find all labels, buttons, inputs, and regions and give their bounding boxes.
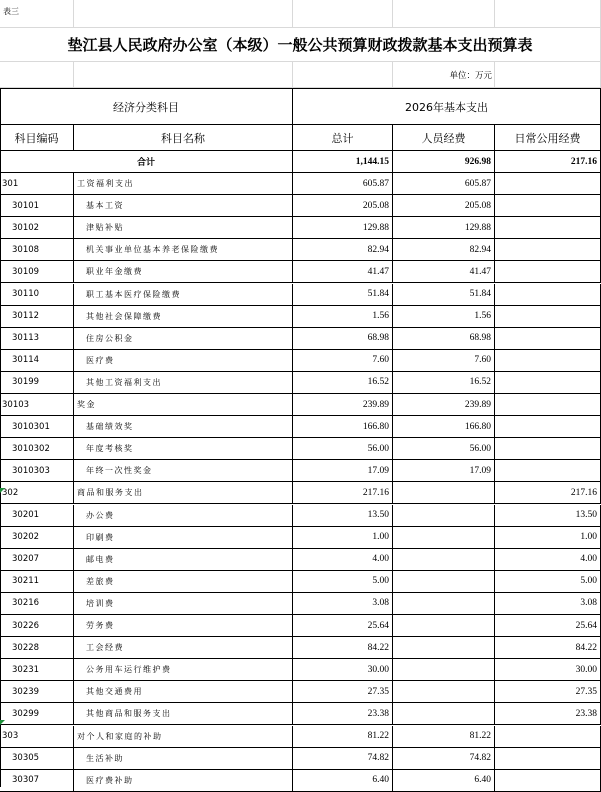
row-code: 30101	[0, 195, 74, 217]
row-name: 医疗费	[74, 350, 293, 372]
row-name: 医疗费补助	[74, 770, 293, 792]
row-total: 3.08	[293, 593, 393, 615]
row-public	[495, 460, 601, 482]
total-total: 1,144.15	[293, 151, 393, 173]
row-personnel: 605.87	[393, 173, 495, 195]
table-row	[0, 549, 601, 571]
col-total-header: 总计	[293, 125, 393, 151]
row-public	[495, 328, 601, 350]
row-code: 30113	[0, 328, 74, 350]
row-public: 25.64	[495, 615, 601, 637]
col-personnel-header: 人员经费	[393, 125, 495, 151]
header-group-left: 经济分类科目	[0, 89, 293, 125]
row-name: 办公费	[74, 505, 293, 527]
row-personnel	[393, 659, 495, 681]
row-code: 30299	[0, 703, 74, 725]
row-total: 1.00	[293, 527, 393, 549]
row-name: 差旅费	[74, 571, 293, 593]
row-public: 27.35	[495, 681, 601, 703]
row-code: 30109	[0, 261, 74, 283]
row-name: 职业年金缴费	[74, 261, 293, 283]
table-row	[0, 770, 601, 792]
row-personnel: 239.89	[393, 394, 495, 416]
table-row	[0, 615, 601, 637]
row-public: 23.38	[495, 703, 601, 725]
row-personnel: 74.82	[393, 748, 495, 770]
row-public	[495, 770, 601, 792]
row-public	[495, 416, 601, 438]
row-personnel: 7.60	[393, 350, 495, 372]
row-public	[495, 284, 601, 306]
row-code: 30201	[0, 505, 74, 527]
row-total: 5.00	[293, 571, 393, 593]
row-total: 74.82	[293, 748, 393, 770]
table-row	[0, 748, 601, 770]
row-code: 30207	[0, 549, 74, 571]
total-public: 217.16	[495, 151, 601, 173]
table-row	[0, 571, 601, 593]
row-name: 其他工资福利支出	[74, 372, 293, 394]
row-personnel: 17.09	[393, 460, 495, 482]
row-total: 25.64	[293, 615, 393, 637]
table-row	[0, 726, 601, 748]
table-row	[0, 394, 601, 416]
row-code: 30110	[0, 284, 74, 306]
row-code: 30102	[0, 217, 74, 239]
row-code: 30226	[0, 615, 74, 637]
row-public: 30.00	[495, 659, 601, 681]
row-name: 公务用车运行维护费	[74, 659, 293, 681]
row-personnel: 51.84	[393, 284, 495, 306]
row-total: 4.00	[293, 549, 393, 571]
row-name: 培训费	[74, 593, 293, 615]
table-row	[0, 239, 601, 261]
row-public	[495, 748, 601, 770]
row-code: 30216	[0, 593, 74, 615]
row-code: 3010302	[0, 438, 74, 460]
row-total: 68.98	[293, 328, 393, 350]
row-total: 16.52	[293, 372, 393, 394]
row-code: 30239	[0, 681, 74, 703]
table-row	[0, 328, 601, 350]
row-code: 301	[0, 173, 74, 195]
row-name: 机关事业单位基本养老保险缴费	[74, 239, 293, 261]
row-name: 基础绩效奖	[74, 416, 293, 438]
header-group-row	[0, 89, 601, 125]
row-total: 41.47	[293, 261, 393, 283]
row-name: 对个人和家庭的补助	[74, 726, 293, 748]
row-name: 工会经费	[74, 637, 293, 659]
row-name: 年度考核奖	[74, 438, 293, 460]
table-row	[0, 284, 601, 306]
col-public-header: 日常公用经费	[495, 125, 601, 151]
page-title: 垫江县人民政府办公室（本级）一般公共预算财政拨款基本支出预算表	[0, 28, 601, 62]
row-name: 职工基本医疗保险缴费	[74, 284, 293, 306]
row-public	[495, 306, 601, 328]
row-personnel: 205.08	[393, 195, 495, 217]
row-public	[495, 726, 601, 748]
row-total: 81.22	[293, 726, 393, 748]
row-public: 217.16	[495, 482, 601, 504]
row-total: 56.00	[293, 438, 393, 460]
row-total: 82.94	[293, 239, 393, 261]
error-indicator-icon	[0, 488, 5, 493]
table-row	[0, 482, 601, 504]
row-public	[495, 438, 601, 460]
row-public: 4.00	[495, 549, 601, 571]
row-name: 工资福利支出	[74, 173, 293, 195]
row-personnel	[393, 571, 495, 593]
table-row	[0, 306, 601, 328]
row-public: 5.00	[495, 571, 601, 593]
row-public	[495, 239, 601, 261]
row-public	[495, 217, 601, 239]
row-code: 302	[0, 482, 74, 504]
row-name: 住房公积金	[74, 328, 293, 350]
row-code: 3010303	[0, 460, 74, 482]
row-code: 30211	[0, 571, 74, 593]
total-personnel: 926.98	[393, 151, 495, 173]
row-public	[495, 372, 601, 394]
table-row	[0, 527, 601, 549]
row-personnel	[393, 593, 495, 615]
table-row	[0, 703, 601, 725]
row-code: 30307	[0, 770, 74, 792]
row-personnel	[393, 637, 495, 659]
row-total: 239.89	[293, 394, 393, 416]
row-total: 1.56	[293, 306, 393, 328]
error-indicator-icon	[0, 720, 5, 725]
row-code: 30199	[0, 372, 74, 394]
row-total: 129.88	[293, 217, 393, 239]
row-name: 其他社会保障缴费	[74, 306, 293, 328]
row-public	[495, 261, 601, 283]
row-total: 51.84	[293, 284, 393, 306]
row-total: 205.08	[293, 195, 393, 217]
row-code: 3010301	[0, 416, 74, 438]
row-personnel	[393, 549, 495, 571]
table-row	[0, 593, 601, 615]
table-row	[0, 372, 601, 394]
col-code-header: 科目编码	[0, 125, 74, 151]
row-code: 30114	[0, 350, 74, 372]
row-public	[495, 350, 601, 372]
row-total: 7.60	[293, 350, 393, 372]
row-public: 13.50	[495, 505, 601, 527]
header-columns-row	[0, 125, 601, 151]
table-row	[0, 261, 601, 283]
row-total: 13.50	[293, 505, 393, 527]
header-group-right: 2026年基本支出	[293, 89, 601, 125]
row-code: 30108	[0, 239, 74, 261]
row-public	[495, 173, 601, 195]
row-name: 其他交通费用	[74, 681, 293, 703]
table-row	[0, 350, 601, 372]
row-name: 年终一次性奖金	[74, 460, 293, 482]
row-name: 基本工资	[74, 195, 293, 217]
row-personnel: 81.22	[393, 726, 495, 748]
row-name: 其他商品和服务支出	[74, 703, 293, 725]
row-total: 27.35	[293, 681, 393, 703]
row-total: 217.16	[293, 482, 393, 504]
row-name: 印刷费	[74, 527, 293, 549]
row-public: 84.22	[495, 637, 601, 659]
row-name: 商品和服务支出	[74, 482, 293, 504]
row-name: 奖金	[74, 394, 293, 416]
row-personnel: 129.88	[393, 217, 495, 239]
budget-table	[0, 88, 601, 787]
row-personnel	[393, 505, 495, 527]
sheet-label-row	[0, 0, 601, 28]
row-personnel: 1.56	[393, 306, 495, 328]
row-code: 303	[0, 726, 74, 748]
row-personnel: 41.47	[393, 261, 495, 283]
title-row	[0, 28, 601, 62]
row-public	[495, 195, 601, 217]
row-code: 30231	[0, 659, 74, 681]
row-code: 30103	[0, 394, 74, 416]
row-code: 30228	[0, 637, 74, 659]
row-code: 30202	[0, 527, 74, 549]
row-public: 1.00	[495, 527, 601, 549]
row-personnel	[393, 703, 495, 725]
unit-label: 单位：万元	[393, 62, 495, 88]
row-personnel: 16.52	[393, 372, 495, 394]
row-code: 30112	[0, 306, 74, 328]
table-row	[0, 659, 601, 681]
row-total: 30.00	[293, 659, 393, 681]
row-personnel: 82.94	[393, 239, 495, 261]
unit-row	[0, 62, 601, 88]
row-personnel: 56.00	[393, 438, 495, 460]
row-name: 劳务费	[74, 615, 293, 637]
total-label: 合计	[0, 151, 293, 173]
total-row	[0, 151, 601, 173]
row-total: 605.87	[293, 173, 393, 195]
table-row	[0, 460, 601, 482]
table-row	[0, 416, 601, 438]
row-personnel: 166.80	[393, 416, 495, 438]
table-row	[0, 195, 601, 217]
row-name: 邮电费	[74, 549, 293, 571]
row-public	[495, 394, 601, 416]
row-public: 3.08	[495, 593, 601, 615]
row-total: 23.38	[293, 703, 393, 725]
row-personnel: 6.40	[393, 770, 495, 792]
row-name: 生活补助	[74, 748, 293, 770]
table-row	[0, 637, 601, 659]
row-personnel	[393, 681, 495, 703]
row-name: 津贴补贴	[74, 217, 293, 239]
table-row	[0, 438, 601, 460]
row-personnel: 68.98	[393, 328, 495, 350]
col-name-header: 科目名称	[74, 125, 293, 151]
row-total: 166.80	[293, 416, 393, 438]
row-personnel	[393, 482, 495, 504]
sheet-label: 表三	[0, 0, 74, 28]
table-row	[0, 217, 601, 239]
table-row	[0, 681, 601, 703]
table-row	[0, 173, 601, 195]
row-total: 17.09	[293, 460, 393, 482]
table-row	[0, 505, 601, 527]
row-total: 6.40	[293, 770, 393, 792]
row-code: 30305	[0, 748, 74, 770]
row-personnel	[393, 527, 495, 549]
row-total: 84.22	[293, 637, 393, 659]
row-personnel	[393, 615, 495, 637]
